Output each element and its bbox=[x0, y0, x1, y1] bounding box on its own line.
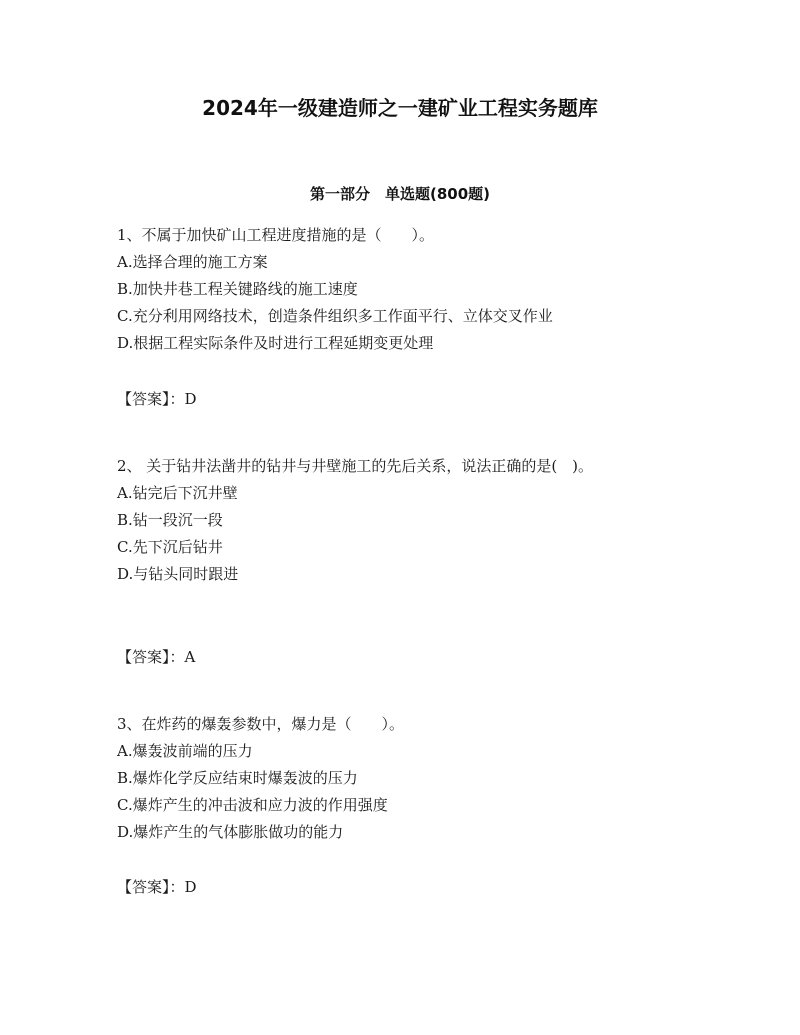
option-c: C.充分利用网络技术，创造条件组织多工作面平行、立体交叉作业 bbox=[117, 307, 553, 325]
answer-2: 【答案】：A bbox=[117, 648, 196, 666]
question-stem: 2、 关于钻井法凿井的钻井与井壁施工的先后关系，说法正确的是( )。 bbox=[117, 457, 594, 475]
question-stem: 3、在炸药的爆轰参数中，爆力是（ ）。 bbox=[117, 715, 405, 733]
option-b: B.爆炸化学反应结束时爆轰波的压力 bbox=[117, 769, 358, 787]
question-stem: 1、不属于加快矿山工程进度措施的是（ ）。 bbox=[117, 226, 435, 244]
answer-3: 【答案】：D bbox=[117, 878, 197, 896]
option-b: B.钻一段沉一段 bbox=[117, 511, 223, 529]
option-a: A.选择合理的施工方案 bbox=[117, 253, 268, 271]
question-2 bbox=[117, 453, 677, 588]
option-a: A.钻完后下沉井壁 bbox=[117, 484, 238, 502]
option-c: C.先下沉后钻井 bbox=[117, 538, 223, 556]
option-b: B.加快井巷工程关键路线的施工速度 bbox=[117, 280, 358, 298]
option-c: C.爆炸产生的冲击波和应力波的作用强度 bbox=[117, 796, 388, 814]
option-d: D.爆炸产生的气体膨胀做功的能力 bbox=[117, 823, 344, 841]
answer-1: 【答案】：D bbox=[117, 390, 197, 408]
question-1 bbox=[117, 222, 677, 357]
option-a: A.爆轰波前端的压力 bbox=[117, 742, 253, 760]
section-title: 第一部分 单选题(800题) bbox=[309, 185, 491, 203]
question-3 bbox=[117, 711, 677, 846]
option-d: D.与钻头同时跟进 bbox=[117, 565, 239, 583]
document-title: 2024年一级建造师之一建矿业工程实务题库 bbox=[202, 96, 598, 120]
option-d: D.根据工程实际条件及时进行工程延期变更处理 bbox=[117, 334, 434, 352]
